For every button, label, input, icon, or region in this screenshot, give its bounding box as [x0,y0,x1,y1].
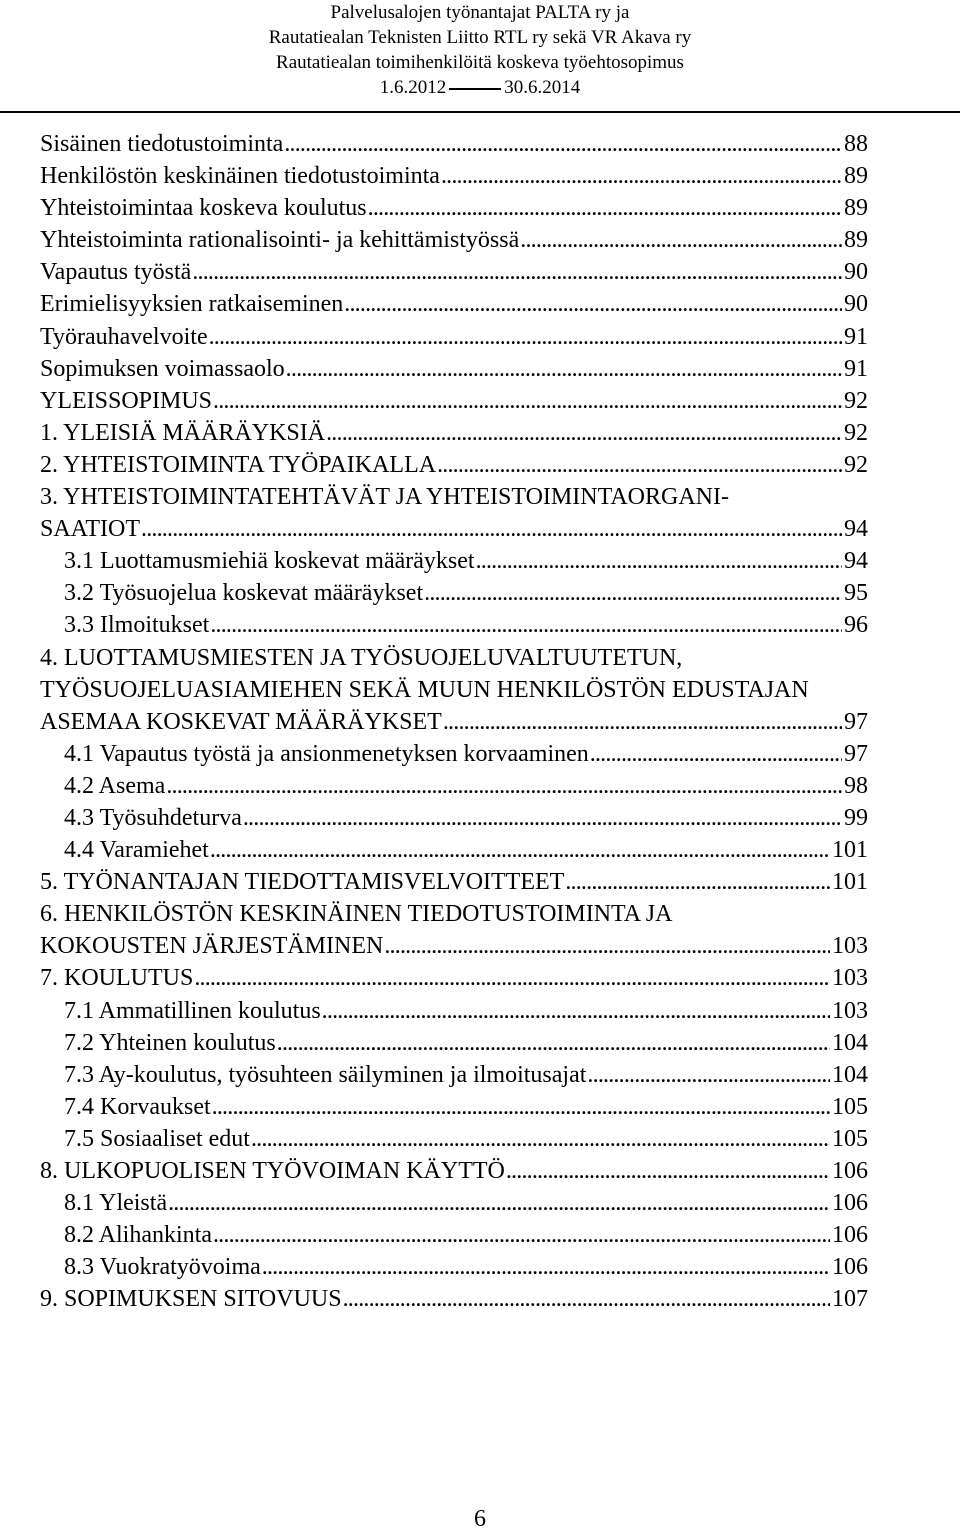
toc-entry-page: 107 [832,1286,868,1313]
toc-entry-title: 1. YLEISIÄ MÄÄRÄYKSIÄ [40,417,326,449]
toc-entry-page: 94 [844,548,868,575]
dot-leader [384,930,830,962]
toc-entry-page: 106 [832,1158,868,1184]
toc-entry[interactable] [0,706,960,738]
dot-leader [194,962,830,994]
toc-entry-page: 92 [844,419,868,446]
toc-entry-line [64,609,868,641]
toc-entry-title: Sisäinen tiedotustoiminta [40,128,284,160]
toc-entry-title: 4.1 Vapautus työstä ja ansionmenetyksen korvaaminen [64,738,590,770]
toc-entry-title: 7.4 Korvaukset [64,1091,212,1123]
toc-entry[interactable] [0,1251,960,1283]
toc-entry[interactable] [0,1091,960,1123]
toc-entry[interactable] [0,609,960,641]
toc-entry-page: 92 [844,387,868,414]
header-divider [0,111,960,113]
dot-leader [587,1059,830,1091]
toc-entry-title: 7.5 Sosiaaliset edut [64,1123,251,1155]
toc-entry-page: 96 [844,612,868,639]
toc-entry-page: 94 [844,516,868,543]
dot-leader [251,1123,830,1155]
toc-entry-title: 7.2 Yhteinen koulutus [64,1027,277,1059]
dot-leader [243,802,842,834]
toc-entry-page: 89 [844,227,868,254]
toc-entry[interactable] [0,321,960,353]
toc-entry-line [64,1027,868,1059]
toc-entry-line [64,1251,868,1283]
toc-entry-line [40,1283,868,1315]
toc-entry-page: 104 [832,1029,868,1056]
toc-entry-title-line: 4. LUOTTAMUSMIESTEN JA TYÖSUOJELUVALTUUTETUN, [40,644,683,671]
toc-entry-title: Erimielisyyksien ratkaiseminen [40,288,344,320]
toc-entry-line [64,802,868,834]
toc-entry-page: 106 [832,1222,868,1249]
toc-entry-title: 9. SOPIMUKSEN SITOVUUS [40,1283,343,1315]
toc-entry-page: 98 [844,772,868,799]
toc-entry[interactable] [0,385,960,417]
toc-entry[interactable] [0,866,960,898]
toc-entry-title: 4.2 Asema [64,770,166,802]
dot-leader [284,128,842,160]
toc-entry-line [40,449,868,481]
dot-leader [212,1091,830,1123]
toc-entry-title: 8.1 Yleistä [64,1187,168,1219]
toc-entry-page: 103 [832,965,868,992]
toc-entry-title: 8. ULKOPUOLISEN TYÖVOIMAN KÄYTTÖ [40,1155,506,1187]
dot-leader [441,160,842,192]
toc-entry-page: 89 [844,195,868,222]
dot-leader [141,513,842,545]
header-line-3: Rautatiealan toimihenkilöitä koskeva työehtosopimus [276,52,684,73]
toc-entry[interactable] [0,256,960,288]
toc-entry-line [40,417,868,449]
dot-leader [565,866,830,898]
toc-entry-page: 91 [844,323,868,350]
toc-entry-title: Yhteistoiminta rationalisointi- ja kehittämistyössä [40,224,520,256]
toc-entry[interactable] [0,995,960,1027]
toc-entry-line [40,256,868,288]
toc-entry-page: 103 [832,997,868,1024]
dot-leader [520,224,842,256]
toc-entry-line [64,577,868,609]
toc-entry-title: SAATIOT [40,513,141,545]
toc-entry[interactable] [0,770,960,802]
toc-entry-title: 7. KOULUTUS [40,962,194,994]
toc-entry-title: 7.3 Ay-koulutus, työsuhteen säilyminen ja ilmoitusajat [64,1059,587,1091]
toc-entry-line [40,321,868,353]
toc-entry-page: 106 [832,1254,868,1281]
toc-entry-page: 101 [832,869,868,896]
toc-entry[interactable] [0,1187,960,1219]
toc-entry-page: 106 [832,1190,868,1217]
toc-entry-title: 4.3 Työsuhdeturva [64,802,243,834]
toc-entry-title-line: TYÖSUOJELUASIAMIEHEN SEKÄ MUUN HENKILÖSTÖN EDUSTAJAN [40,676,809,703]
toc-entry-title: Sopimuksen voimassaolo [40,353,286,385]
toc-entry-title: 8.3 Vuokratyövoima [64,1251,262,1283]
toc-entry-title: KOKOUSTEN JÄRJESTÄMINEN [40,930,384,962]
toc-entry-line [40,706,868,738]
toc-entry[interactable] [0,1283,960,1315]
toc-entry[interactable] [0,1059,960,1091]
toc-entry-page: 95 [844,580,868,607]
toc-entry[interactable] [0,1123,960,1155]
toc-entry-title: 3.2 Työsuojelua koskevat määräykset [64,577,424,609]
header-line-2: Rautatiealan Teknisten Liitto RTL ry sekä VR Akava ry [268,27,692,48]
toc-entry-line [64,995,868,1027]
toc-entry-line [64,1091,868,1123]
toc-entry[interactable] [0,128,960,160]
toc-entry-line [64,738,868,770]
toc-entry-title: 7.1 Ammatillinen koulutus [64,995,322,1027]
toc-entry-line [64,770,868,802]
dot-leader [210,834,830,866]
toc-entry-line [64,834,868,866]
toc-entry-page: 89 [844,163,868,190]
toc-entry[interactable] [0,1027,960,1059]
toc-entry-title-line: 3. YHTEISTOIMINTATEHTÄVÄT JA YHTEISTOIMINTAORGANI- [40,484,729,511]
toc-entry-line [64,1219,868,1251]
toc-entry-line [40,962,868,994]
dot-leader [476,545,842,577]
dot-leader [343,1283,830,1315]
document-header [0,0,960,100]
toc-entry-line [64,545,868,577]
date-end: 30.6.2014 [504,77,581,98]
toc-entry-line [64,1187,868,1219]
toc-entry-title: 4.4 Varamiehet [64,834,210,866]
toc-entry[interactable] [0,545,960,577]
dot-leader [424,577,842,609]
toc-entry-page: 88 [844,131,868,157]
dot-leader [209,321,842,353]
toc-entry[interactable] [0,577,960,609]
toc-entry-line [40,128,868,160]
dot-leader [210,609,842,641]
toc-entry-continued-line [0,674,960,706]
toc-entry-title: 8.2 Alihankinta [64,1219,213,1251]
toc-entry-title: 5. TYÖNANTAJAN TIEDOTTAMISVELVOITTEET [40,866,565,898]
toc-entry-line [40,866,868,898]
toc-entry[interactable] [0,1219,960,1251]
toc-entry[interactable] [0,288,960,320]
dot-leader [326,417,842,449]
toc-entry-continued-line [0,642,960,674]
toc-entry-line [40,513,868,545]
toc-entry[interactable] [0,417,960,449]
dot-leader [213,1219,830,1251]
page-number: 6 [474,1506,486,1532]
toc-entry-page: 103 [832,933,868,960]
toc-entry-line [40,288,868,320]
dot-leader [192,256,842,288]
toc-entry-continued-line [0,898,960,930]
toc-entry-title: 3.3 Ilmoitukset [64,609,210,641]
toc-entry-line [40,192,868,224]
toc-entry-title-line: 6. HENKILÖSTÖN KESKINÄINEN TIEDOTUSTOIMINTA JA [40,901,673,928]
toc-entry-page: 97 [844,740,868,767]
toc-entry-page: 105 [832,1125,868,1152]
toc-entry-title: Vapautus työstä [40,256,192,288]
toc-entry-line [64,1123,868,1155]
toc-entry[interactable] [0,930,960,962]
toc-entry[interactable] [0,962,960,994]
table-of-contents [0,128,960,1315]
toc-entry-page: 90 [844,259,868,286]
dot-leader [437,449,842,481]
toc-entry-title: Työrauhavelvoite [40,321,209,353]
dot-leader [368,192,842,224]
toc-entry-continued-line [0,481,960,513]
toc-entry[interactable] [0,449,960,481]
date-start: 1.6.2012 [379,77,447,98]
header-line-1: Palvelusalojen työnantajat PALTA ry ja [330,2,630,23]
toc-entry-title: 3.1 Luottamusmiehiä koskevat määräykset [64,545,476,577]
toc-entry-line [40,353,868,385]
toc-entry-title: Yhteistoimintaa koskeva koulutus [40,192,368,224]
toc-entry-page: 99 [844,804,868,831]
dot-leader [262,1251,830,1283]
dot-leader [322,995,830,1027]
toc-entry-title: Henkilöstön keskinäinen tiedotustoiminta [40,160,441,192]
date-dash [449,88,501,90]
toc-entry-page: 92 [844,451,868,478]
toc-entry-page: 105 [832,1093,868,1120]
toc-entry[interactable] [0,513,960,545]
toc-entry[interactable] [0,192,960,224]
toc-entry-line [40,930,868,962]
toc-entry-title: YLEISSOPIMUS [40,385,213,417]
toc-entry-title: 2. YHTEISTOIMINTA TYÖPAIKALLA [40,449,437,481]
toc-entry-line [40,385,868,417]
dot-leader [213,385,842,417]
toc-entry-line [64,1059,868,1091]
dot-leader [286,353,842,385]
toc-entry[interactable] [0,160,960,192]
toc-entry-page: 97 [844,708,868,735]
toc-entry-page: 90 [844,291,868,318]
toc-entry-line [40,160,868,192]
dot-leader [443,706,842,738]
dot-leader [277,1027,830,1059]
toc-entry[interactable] [0,224,960,256]
toc-entry-page: 91 [844,355,868,382]
dot-leader [166,770,842,802]
toc-entry-page: 104 [832,1061,868,1088]
toc-entry-title: ASEMAA KOSKEVAT MÄÄRÄYKSET [40,706,443,738]
header-date-range [0,75,960,100]
toc-entry[interactable] [0,1155,960,1187]
toc-entry-line [40,1155,868,1187]
toc-entry[interactable] [0,738,960,770]
toc-entry-page: 101 [832,837,868,864]
dot-leader [168,1187,830,1219]
dot-leader [590,738,842,770]
dot-leader [344,288,842,320]
toc-entry[interactable] [0,834,960,866]
toc-entry[interactable] [0,802,960,834]
toc-entry[interactable] [0,353,960,385]
dot-leader [506,1155,830,1187]
toc-entry-line [40,224,868,256]
